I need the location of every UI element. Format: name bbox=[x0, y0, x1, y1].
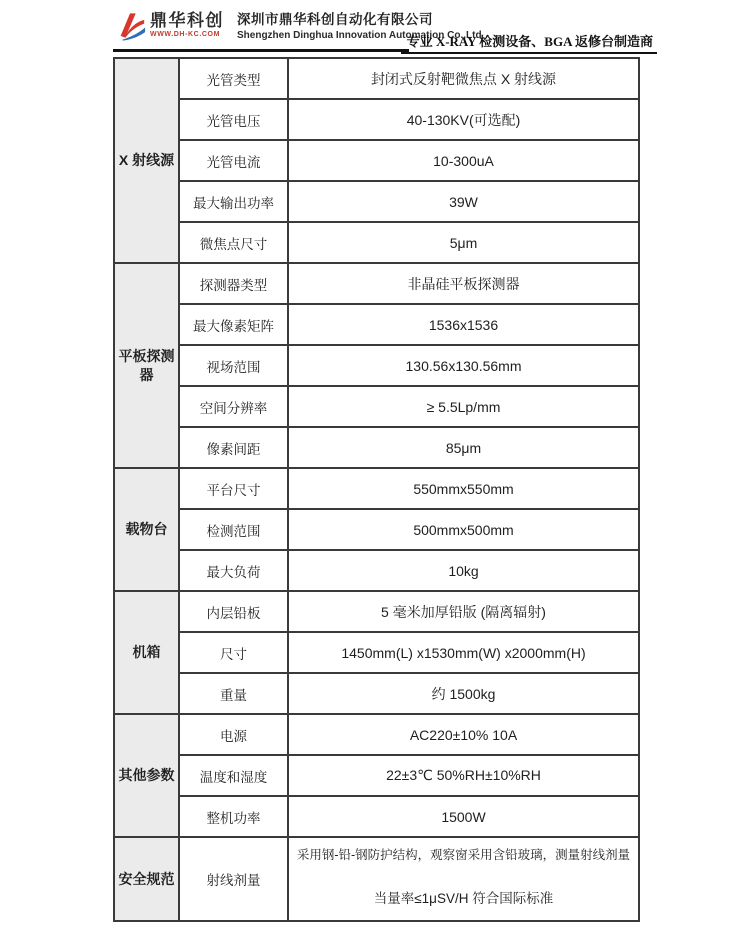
tagline: 专业 X-RAY 检测设备、BGA 返修台制造商 bbox=[401, 31, 657, 54]
value-cell: 5μm bbox=[288, 222, 639, 263]
value-cell bbox=[288, 837, 639, 921]
param-cell: 平台尺寸 bbox=[179, 468, 288, 509]
value-cell: 39W bbox=[288, 181, 639, 222]
value-cell: 1500W bbox=[288, 796, 639, 837]
value-cell: 130.56x130.56mm bbox=[288, 345, 639, 386]
value-cell: 40-130KV(可选配) bbox=[288, 99, 639, 140]
param-cell: 探测器类型 bbox=[179, 263, 288, 304]
table-row bbox=[114, 468, 639, 509]
company-name-en: Shengzhen Dinghua Innovation Automation Co.,Ltd bbox=[237, 30, 482, 41]
param-cell: 光管电压 bbox=[179, 99, 288, 140]
param-cell: 重量 bbox=[179, 673, 288, 714]
logo-swoosh-icon bbox=[115, 11, 147, 42]
param-cell: 检测范围 bbox=[179, 509, 288, 550]
param-cell: 最大像素矩阵 bbox=[179, 304, 288, 345]
value-line-1: 采用钢-铅-钢防护结构，观察窗采用含铅玻璃，测量射线剂量 bbox=[296, 848, 631, 862]
table-row bbox=[114, 837, 639, 921]
header-divider bbox=[113, 49, 409, 52]
company-name-cn: 深圳市鼎华科创自动化有限公司 bbox=[237, 12, 433, 27]
param-cell: 电源 bbox=[179, 714, 288, 755]
table-row bbox=[114, 509, 639, 550]
spec-table-body bbox=[114, 58, 639, 921]
value-cell: 约 1500kg bbox=[288, 673, 639, 714]
value-cell: 5 毫米加厚铅版 (隔离辐射) bbox=[288, 591, 639, 632]
value-multiline bbox=[291, 842, 636, 916]
value-cell: ≥ 5.5Lp/mm bbox=[288, 386, 639, 427]
value-cell: AC220±10% 10A bbox=[288, 714, 639, 755]
table-row bbox=[114, 304, 639, 345]
param-cell: 最大负荷 bbox=[179, 550, 288, 591]
param-cell: 空间分辨率 bbox=[179, 386, 288, 427]
logo bbox=[115, 11, 224, 42]
value-cell: 1536x1536 bbox=[288, 304, 639, 345]
value-line-2: 当量率≤1μSV/H 符合国际标准 bbox=[373, 891, 554, 906]
category-cell: 其他参数 bbox=[114, 714, 179, 837]
table-row bbox=[114, 591, 639, 632]
value-cell: 22±3℃ 50%RH±10%RH bbox=[288, 755, 639, 796]
table-row bbox=[114, 58, 639, 99]
category-cell: 平板探测器 bbox=[114, 263, 179, 468]
table-row bbox=[114, 181, 639, 222]
value-cell: 1450mm(L) x1530mm(W) x2000mm(H) bbox=[288, 632, 639, 673]
param-cell: 整机功率 bbox=[179, 796, 288, 837]
spec-table bbox=[113, 57, 640, 922]
table-row bbox=[114, 673, 639, 714]
category-cell: X 射线源 bbox=[114, 58, 179, 263]
table-row bbox=[114, 427, 639, 468]
param-cell: 像素间距 bbox=[179, 427, 288, 468]
table-row bbox=[114, 222, 639, 263]
header bbox=[0, 0, 750, 56]
logo-text bbox=[150, 11, 224, 39]
value-cell: 550mmx550mm bbox=[288, 468, 639, 509]
category-cell: 载物台 bbox=[114, 468, 179, 591]
table-row bbox=[114, 99, 639, 140]
brand-name: 鼎华科创 bbox=[150, 11, 224, 30]
category-cell: 机箱 bbox=[114, 591, 179, 714]
value-cell: 85μm bbox=[288, 427, 639, 468]
param-cell: 光管类型 bbox=[179, 58, 288, 99]
value-cell: 10-300uA bbox=[288, 140, 639, 181]
value-cell: 500mmx500mm bbox=[288, 509, 639, 550]
param-cell: 光管电流 bbox=[179, 140, 288, 181]
table-row bbox=[114, 550, 639, 591]
value-cell: 非晶硅平板探测器 bbox=[288, 263, 639, 304]
table-row bbox=[114, 263, 639, 304]
param-cell: 视场范围 bbox=[179, 345, 288, 386]
param-cell: 射线剂量 bbox=[179, 837, 288, 921]
param-cell: 内层铅板 bbox=[179, 591, 288, 632]
value-cell: 10kg bbox=[288, 550, 639, 591]
table-row bbox=[114, 714, 639, 755]
param-cell: 最大输出功率 bbox=[179, 181, 288, 222]
website-url: WWW.DH-KC.COM bbox=[150, 31, 221, 38]
param-cell: 微焦点尺寸 bbox=[179, 222, 288, 263]
table-row bbox=[114, 386, 639, 427]
param-cell: 尺寸 bbox=[179, 632, 288, 673]
table-row bbox=[114, 140, 639, 181]
table-row bbox=[114, 345, 639, 386]
table-row bbox=[114, 755, 639, 796]
table-row bbox=[114, 632, 639, 673]
value-cell: 封闭式反射靶微焦点 X 射线源 bbox=[288, 58, 639, 99]
category-cell: 安全规范 bbox=[114, 837, 179, 921]
table-row bbox=[114, 796, 639, 837]
param-cell: 温度和湿度 bbox=[179, 755, 288, 796]
